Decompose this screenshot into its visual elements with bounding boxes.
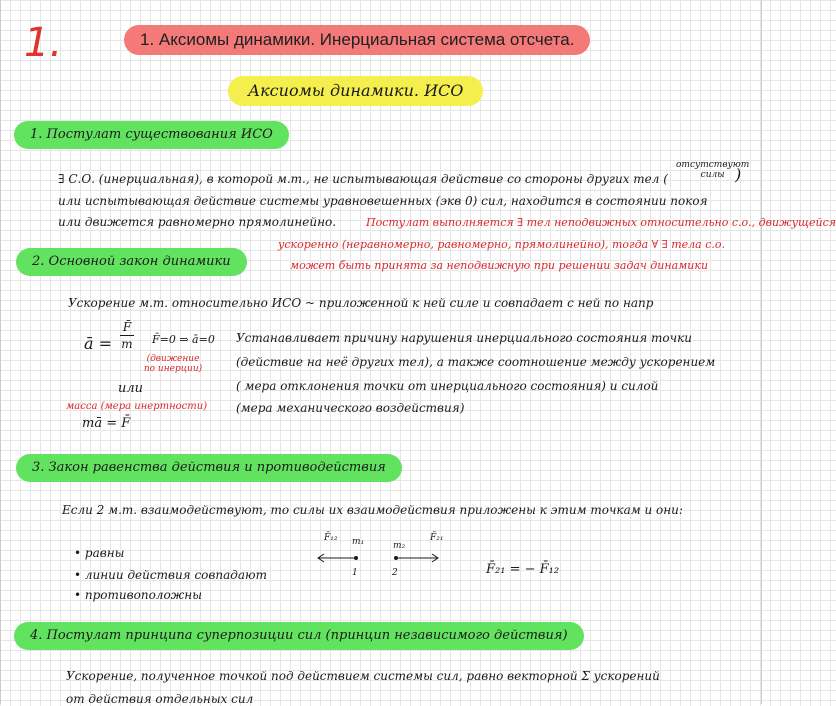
s3-line-1: Если 2 м.т. взаимодействуют, то силы их взаимодействия приложены к этим точкам и они: [62,503,683,517]
s1-red-note-1: Постулат выполняется ∃ тел неподвижных относительно с.о., движущейся [366,216,836,229]
s2-eq-numerator: F̄ [122,320,132,334]
s2-text-4: (мера механического воздействия) [236,401,465,415]
s1-line-1-end: ) [735,165,742,184]
s1-line-1-text: ∃ С.О. (инерциальная), в которой м.т., не испытывающая действие со стороны других тел ( [58,172,668,186]
s2-eq-zero: F̄=0 ⇒ ā=0 [152,333,215,346]
section-3-heading: 3. Закон равенства действия и противодействия [16,454,402,482]
s2-eq-fraction [120,320,134,351]
s3-bullet-1: • равны [74,546,125,560]
s1-note-bottom: силы [700,170,725,180]
s2-eq-a-lhs: ā = [84,334,113,353]
s3-equation: F̄₂₁ = − F̄₁₂ [486,562,560,577]
section-2-heading: 2. Основной закон динамики [16,248,247,276]
page-right-edge [761,0,762,704]
s3-label-f12: F̄₁₂ [324,533,338,543]
s1-line-3: или движется равномерно прямолинейно. [58,215,337,229]
s2-text-1: Устанавливает причину нарушения инерциального состояния точки [236,331,692,345]
subtitle: Аксиомы динамики. ИСО [228,76,483,106]
s3-label-f21: F̄₂₁ [430,533,444,543]
s1-line-2: или испытывающая действие системы уравновешенных (экв 0) сил, находится в состоянии покоя [58,194,708,208]
s3-point-2: 2 [392,568,398,578]
s2-or: или [118,381,144,396]
page-number: 1. [24,20,63,66]
s2-text-2: (действие на неё других тел), а также соотношение между ускорением [236,355,716,369]
s2-text-3: ( мера отклонения точки от инерциального состояния) и силой [236,379,659,393]
s1-note-top: отсутствуют [676,160,750,170]
s3-label-m1: m₁ [352,537,365,547]
s3-point-1: 1 [352,568,358,578]
page-left-edge [0,0,1,704]
point-1-dot [354,556,358,560]
s2-red-mass: масса (мера инертности) [66,401,208,412]
s1-red-note-2: ускоренно (неравномерно, равномерно, прямолинейно), тогда ∀ ∃ тела с.о. [278,238,725,251]
s2-line-1: Ускорение м.т. относительно ИСО ~ приложенной к ней силе и совпадает с ней по напр [68,296,654,310]
s4-line-2: от действия отдельных сил [66,692,254,706]
s1-line-1 [58,172,668,186]
s4-line-1: Ускорение, полученное точкой под действием системы сил, равно векторной Σ ускорений [66,669,660,683]
section-1-heading: 1. Постулат существования ИСО [14,121,289,149]
s3-bullet-2: • линии действия совпадают [74,568,267,582]
force-arrows-diagram [312,550,448,566]
section-4-heading: 4. Постулат принципа суперпозиции сил (принцип независимого действия) [14,622,584,650]
s2-eq-ma: mā = F̄ [82,416,131,431]
s3-bullet-3: • противоположны [74,588,202,602]
point-2-dot [394,556,398,560]
s2-red-motion: (движение по инерции) [143,354,203,374]
s1-red-note-3: может быть принята за неподвижную при решении задач динамики [290,259,709,272]
s2-eq-fraction-bar [120,335,134,336]
s3-label-m2: m₂ [393,541,406,551]
page-title: 1. Аксиомы динамики. Инерциальная система отсчета. [124,25,590,55]
s2-eq-denominator: m [121,337,133,351]
